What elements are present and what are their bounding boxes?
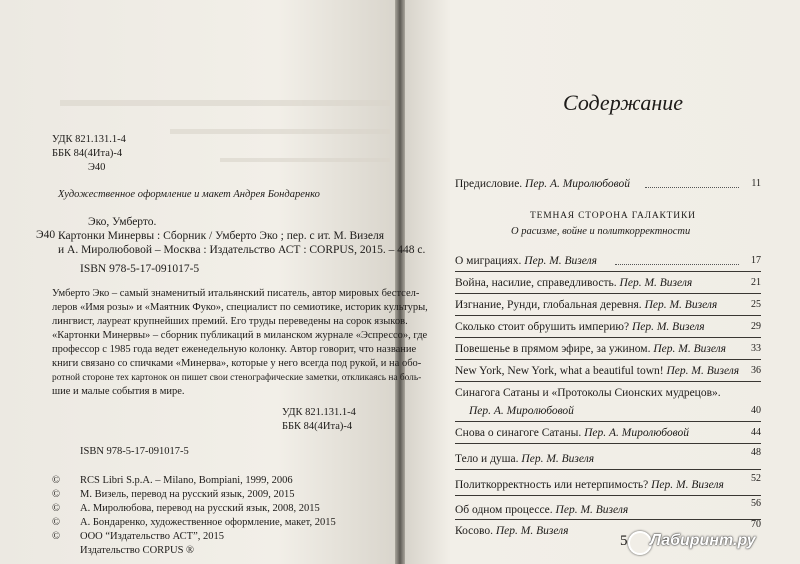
toc-entry-preface [455,177,761,191]
toc-entry-continued [455,404,761,418]
udk-code: УДК 821.131.1-4 [52,134,126,145]
section-title: ТЕМНАЯ СТОРОНА ГАЛАКТИКИ [530,211,696,221]
copyright-symbol: © [52,531,60,542]
toc-entry-text: Повешенье в прямом эфире, за ужином. [455,343,651,355]
copyright-line: А. Миролюбова, перевод на русский язык, 2008, 2015 [80,503,320,514]
toc-entry-translator: Пер. М. Визеля [555,504,629,516]
page-number: 5 [620,533,628,549]
isbn-bottom: ISBN 978-5-17-091017-5 [80,446,189,457]
copyright-symbol: © [52,503,60,514]
toc-page-number: 11 [751,178,761,189]
divider [455,421,761,422]
udk-code-bottom: УДК 821.131.1-4 [282,407,356,418]
toc-entry-translator: Пер. А. Миролюбовой [525,178,630,190]
toc-entry-text: Предисловие. [455,178,523,190]
toc-entry-translator: Пер. М. Визеля [666,365,740,377]
toc-page-number: 52 [751,473,761,484]
annotation-line: «Картонки Минервы» – сборник публикаций в миланском журнале «Эспрессо», где [52,330,428,341]
annotation-line: книги связано со спичками «Минерва», которые у него всегда под рукой, и на обо- [52,358,422,369]
author-heading: Эко, Умберто. [88,216,157,228]
toc-page-number: 36 [751,365,761,376]
annotation-line: профессор с 1985 года ведет еженедельную колонку. Автор говорит, что название [52,344,417,355]
annotation-line: Умберто Эко – самый знаменитый итальянский писатель, автор мировых бестсел- [52,288,420,299]
toc-entry-text: Изгнание, Рунди, глобальная деревня. [455,299,642,311]
toc-entry-text: Снова о синагоге Сатаны. [455,427,582,439]
bbk-code-bottom: ББК 84(4Ита)-4 [282,421,353,432]
toc-entry-translator: Пер. М. Визеля [631,321,705,333]
toc-entry-translator: Пер. М. Визеля [651,479,724,491]
toc-entry-text: New York, New York, what a beautiful town! [455,365,664,377]
biblio-line: Картонки Минервы : Сборник / Умберто Эко ; пер. с ит. М. Визеля [58,230,384,242]
design-credit: Художественное оформление и макет Андрея Бондаренко [58,189,320,200]
toc-page-number: 56 [751,498,761,509]
toc-entry [455,342,761,356]
copyright-line: RCS Libri S.p.A. – Milano, Bompiani, 1999, 2006 [80,475,293,486]
toc-entry-text: Косово. [455,525,493,537]
toc-entry [455,426,761,440]
toc-entry [455,498,761,517]
biblio-line: и А. Миролюбовой – Москва : Издательство АСТ : CORPUS, 2015. – 448 с. [58,244,426,256]
annotation-line: ротной стороне тех картонок он пишет свои стенографические заметки, откликаясь на боль- [52,373,422,383]
divider [455,381,761,382]
toc-page-number: 17 [751,255,761,266]
toc-page-number: 21 [751,277,761,288]
toc-entry-translator: Пер. М. Визеля [521,453,595,465]
author-mark-side: Э40 [36,229,56,241]
toc-page-number: 40 [751,405,761,416]
bleed-through-mark [170,105,390,134]
copyright-line: Издательство CORPUS ® [80,545,195,556]
toc-entry [455,364,761,378]
toc-entry [455,473,761,492]
toc-entry [455,447,761,466]
toc-entry-translator: Пер. М. Визеля [653,343,727,355]
copyright-line: ООО “Издательство АСТ”, 2015 [80,531,224,542]
divider [455,271,761,272]
toc-entry-text: О миграциях. [455,255,522,267]
toc-entry [455,320,761,334]
divider [455,443,761,444]
toc-page-number: 48 [751,447,761,458]
leader-dots [645,177,739,188]
toc-entry-text: Сколько стоит обрушить империю? [455,321,630,333]
toc-entry-translator: Пер. М. Визеля [495,525,569,537]
toc-entry [455,254,761,268]
section-subtitle: О расизме, войне и политкорректности [511,226,691,237]
divider [455,519,761,520]
divider [455,293,761,294]
toc-entry-text: Политкорректность или нетерпимость? [455,479,649,491]
toc-entry-translator: Пер. М. Визеля [524,255,597,267]
annotation-line: лингвист, лауреат крупнейших премий. Его труды переведены на сорок языков. [52,316,408,327]
bleed-through-mark [60,62,390,106]
copyright-symbol: © [52,475,60,486]
annotation-line: леров «Имя розы» и «Маятник Фуко», специалист по семиотике, историк культуры, [52,302,428,313]
toc-entry-translator: Пер. А. Миролюбовой [584,427,689,439]
book-gutter [395,0,405,564]
divider [455,315,761,316]
copyright-line: М. Визель, перевод на русский язык, 2009, 2015 [80,489,295,500]
toc-entry-text: Об одном процессе. [455,504,553,516]
divider [455,337,761,338]
toc-entry [455,386,761,400]
toc-entry-translator: Пер. М. Визеля [644,299,718,311]
copyright-symbol: © [52,489,60,500]
toc-entry-text: Война, насилие, справедливость. [455,277,617,289]
author-mark: Э40 [88,162,106,173]
watermark: Лабиринт.ру [650,532,756,549]
toc-entry-text: Тело и душа. [455,453,519,465]
toc-page-number: 29 [751,321,761,332]
divider [455,495,761,496]
toc-entry-text: Синагога Сатаны и «Протоколы Сионских мудрецов». [455,387,721,399]
labirint-logo-icon [628,531,652,555]
toc-page-number: 33 [751,343,761,354]
toc-page-number: 25 [751,299,761,310]
toc-entry [455,276,761,290]
copyright-symbol: © [52,517,60,528]
bbk-code: ББК 84(4Ита)-4 [52,148,123,159]
leader-dots [615,254,739,265]
annotation-line: шие и малые события в мире. [52,386,185,397]
copyright-line: А. Бондаренко, художественное оформление, макет, 2015 [80,517,336,528]
toc-entry [455,298,761,312]
bleed-through-mark [220,140,390,162]
toc-entry-translator: Пер. М. Визеля [619,277,693,289]
isbn: ISBN 978-5-17-091017-5 [80,263,200,275]
divider [455,359,761,360]
toc-entry-translator: Пер. А. Миролюбовой [469,405,574,417]
toc-title: Содержание [563,90,684,115]
toc-page-number: 44 [751,427,761,438]
toc-page-number: 70 [751,519,761,530]
divider [455,469,761,470]
